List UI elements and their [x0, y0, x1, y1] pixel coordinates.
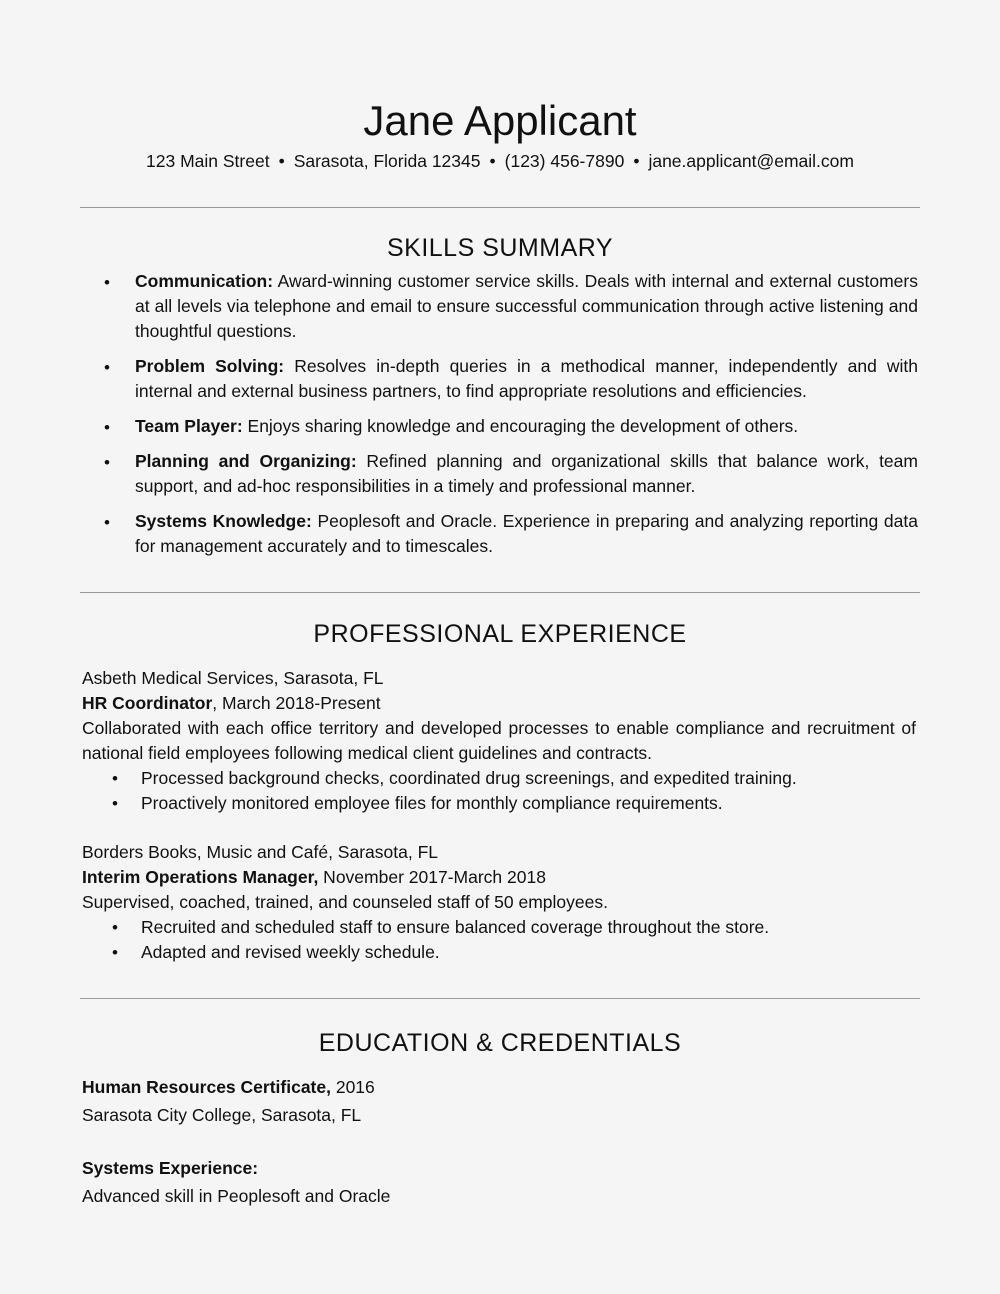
contact-phone: (123) 456-7890: [504, 151, 625, 171]
job-bullet: Processed background checks, coordinated drug screenings, and expedited training.: [141, 768, 797, 788]
bullet-icon: •: [104, 513, 110, 532]
systems-text: Advanced skill in Peoplesoft and Oracle: [82, 1186, 391, 1206]
contact-separator: •: [278, 151, 285, 171]
school-name: Sarasota City College, Sarasota, FL: [82, 1105, 362, 1125]
skill-item-systems: [135, 509, 918, 559]
job-dates: November 2017-March 2018: [318, 867, 546, 887]
skill-text: Resolves in-depth queries in a methodical manner, independently and with internal and external business partners, to find appropriate resolutions and efficiencies.: [135, 356, 919, 401]
bullet-icon: •: [112, 794, 118, 813]
bullet-icon: •: [112, 918, 118, 937]
skill-item-team-player: [135, 414, 918, 439]
section-divider: [80, 207, 920, 208]
contact-city: Sarasota, Florida 12345: [293, 151, 481, 171]
job-role: Interim Operations Manager,: [82, 867, 319, 887]
job-company: Asbeth Medical Services, Sarasota, FL: [82, 668, 384, 688]
job-company: Borders Books, Music and Café, Sarasota, FL: [82, 842, 438, 862]
bullet-icon: •: [112, 769, 118, 788]
contact-email: jane.applicant@email.com: [648, 151, 854, 171]
skill-label: Systems Knowledge:: [135, 511, 312, 531]
job-summary: Collaborated with each office territory and developed processes to enable compliance and recruitment of national field employees following medical client guidelines and contracts.: [82, 718, 916, 763]
section-divider: [80, 592, 920, 593]
skill-text: Refined planning and organizational skills that balance work, team support, and ad-hoc responsibilities in a timely and professional manner.: [135, 451, 918, 496]
skill-item-problem-solving: [135, 354, 918, 404]
certificate-line: [82, 1075, 375, 1100]
systems-heading: Systems Experience:: [82, 1158, 259, 1178]
skill-text: Enjoys sharing knowledge and encouraging the development of others.: [242, 416, 799, 436]
section-divider: [80, 998, 920, 999]
skill-text: Award-winning customer service skills. Deals with internal and external customers at all levels via telephone and email to ensure successful communication through active listening and thoughtful questions.: [135, 271, 918, 341]
contact-separator: •: [633, 151, 640, 171]
bullet-icon: •: [104, 453, 110, 472]
applicant-name: Jane Applicant: [363, 97, 637, 144]
job-title-line: [82, 691, 381, 716]
contact-line: [0, 150, 1000, 172]
skill-item-planning: [135, 449, 918, 499]
job-bullet: Recruited and scheduled staff to ensure balanced coverage throughout the store.: [141, 917, 770, 937]
bullet-icon: •: [104, 273, 110, 292]
skill-label: Planning and Organizing:: [135, 451, 357, 471]
education-section-title: EDUCATION & CREDENTIALS: [318, 1029, 682, 1057]
experience-section-title: PROFESSIONAL EXPERIENCE: [313, 620, 687, 648]
job-dates: , March 2018-Present: [212, 693, 381, 713]
skill-label: Problem Solving:: [135, 356, 285, 376]
skills-section-title: SKILLS SUMMARY: [386, 234, 614, 262]
bullet-icon: •: [104, 418, 110, 437]
job-role: HR Coordinator: [82, 693, 213, 713]
job-bullet: Proactively monitored employee files for monthly compliance requirements.: [141, 793, 723, 813]
certificate-year: 2016: [330, 1077, 375, 1097]
skill-item-communication: [135, 269, 918, 344]
skill-text: Peoplesoft and Oracle. Experience in preparing and analyzing reporting data for management accurately and to timescales.: [135, 511, 918, 556]
contact-separator: •: [489, 151, 496, 171]
contact-address: 123 Main Street: [146, 151, 270, 171]
skill-label: Communication:: [135, 271, 274, 291]
certificate-name: Human Resources Certificate,: [82, 1077, 331, 1097]
skill-label: Team Player:: [135, 416, 243, 436]
systems-label: [82, 1156, 258, 1181]
job-bullet: Adapted and revised weekly schedule.: [141, 942, 440, 962]
job-title-line: [82, 865, 546, 890]
bullet-icon: •: [112, 943, 118, 962]
bullet-icon: •: [104, 358, 110, 377]
job-summary: Supervised, coached, trained, and counseled staff of 50 employees.: [82, 892, 608, 912]
